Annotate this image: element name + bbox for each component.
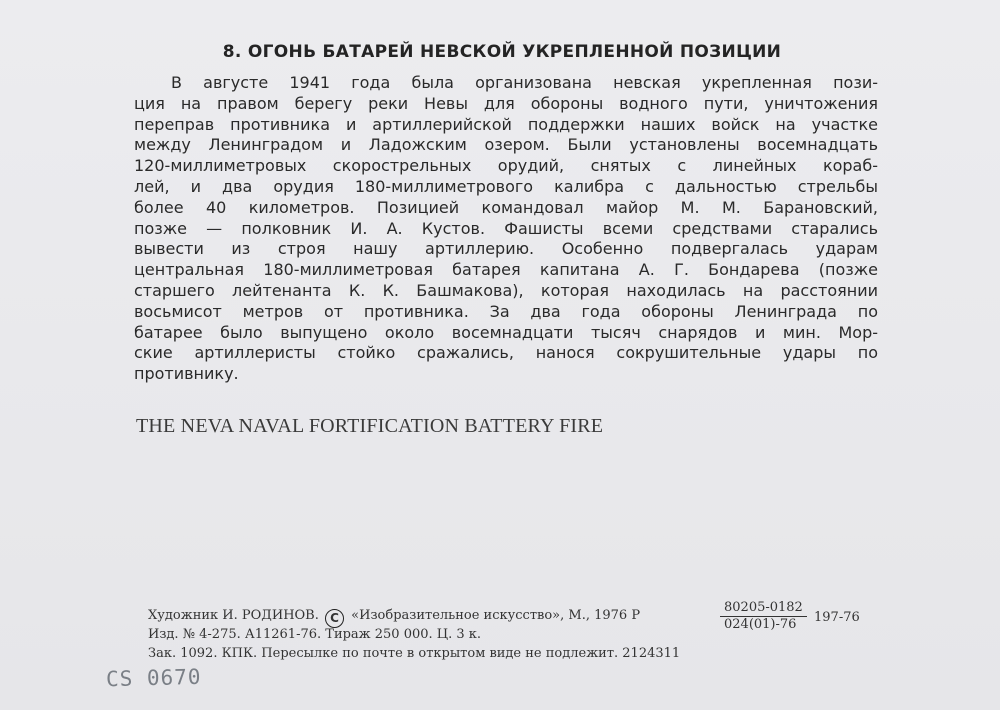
text-line: центральная 180-миллиметровая батарея капитана А. Г. Бондарева (позже xyxy=(134,260,878,280)
text-line: старшего лейтенанта К. К. Башмакова), которая находилась на расстоянии xyxy=(134,280,878,300)
text-line: 120-миллиметровых скорострельных орудий, снятых с линейных кораб- xyxy=(134,156,878,176)
text-line: лей, и два орудия 180-миллиметрового калибра с дальностью стрельбы xyxy=(134,176,878,196)
text-line: В августе 1941 года была организована невская укрепленная пози- xyxy=(171,73,878,92)
text-line: противнику. xyxy=(134,364,239,384)
publisher-info: «Изобразительное искусство», М., 1976 Р xyxy=(351,608,641,623)
copyright-icon: C xyxy=(325,609,344,628)
catalog-code-suffix: 197-76 xyxy=(814,610,860,625)
text-line: вывести из строя нашу артиллерию. Особенно подвергалась ударам xyxy=(134,239,878,259)
inventory-stamp: CS 0670 xyxy=(105,664,202,692)
imprint-block xyxy=(148,600,868,663)
text-line: более 40 километров. Позицией командовал майор М. М. Барановский, xyxy=(134,197,878,217)
catalog-code-numerator: 80205-0182 xyxy=(720,600,807,617)
text-line: восьмисот метров от противника. За два года обороны Ленинграда по xyxy=(134,301,878,321)
card-title: 8. ОГОНЬ БАТАРЕЙ НЕВСКОЙ УКРЕПЛЕННОЙ ПОЗИЦИИ xyxy=(222,42,782,62)
text-line: батарее было выпущено около восемнадцати тысяч снарядов и мин. Мор- xyxy=(134,322,878,342)
catalog-code-denominator: 024(01)-76 xyxy=(724,617,797,632)
imprint-line-3: Зак. 1092. КПК. Пересылке по почте в открытом виде не подлежит. 2124311 xyxy=(148,646,681,661)
text-line: между Ленинградом и Ладожским озером. Были установлены восемнадцать xyxy=(134,135,878,155)
artist-credit: Художник И. РОДИНОВ. xyxy=(148,608,319,623)
english-title: THE NEVA NAVAL FORTIFICATION BATTERY FIRE xyxy=(136,415,604,437)
text-line: переправ противника и артиллерийской поддержки наших войск на участке xyxy=(134,114,878,134)
imprint-line-2: Изд. № 4-275. А11261-76. Тираж 250 000. Ц. 3 к. xyxy=(148,627,482,642)
text-line: позже — полковник И. А. Кустов. Фашисты всеми средствами старались xyxy=(134,218,878,238)
text-line: ские артиллеристы стойко сражались, нанося сокрушительные удары по xyxy=(134,343,878,363)
imprint-line-1 xyxy=(148,600,868,632)
text-line: ция на правом берегу реки Невы для обороны водного пути, уничтожения xyxy=(134,93,878,113)
description-text xyxy=(134,73,878,385)
